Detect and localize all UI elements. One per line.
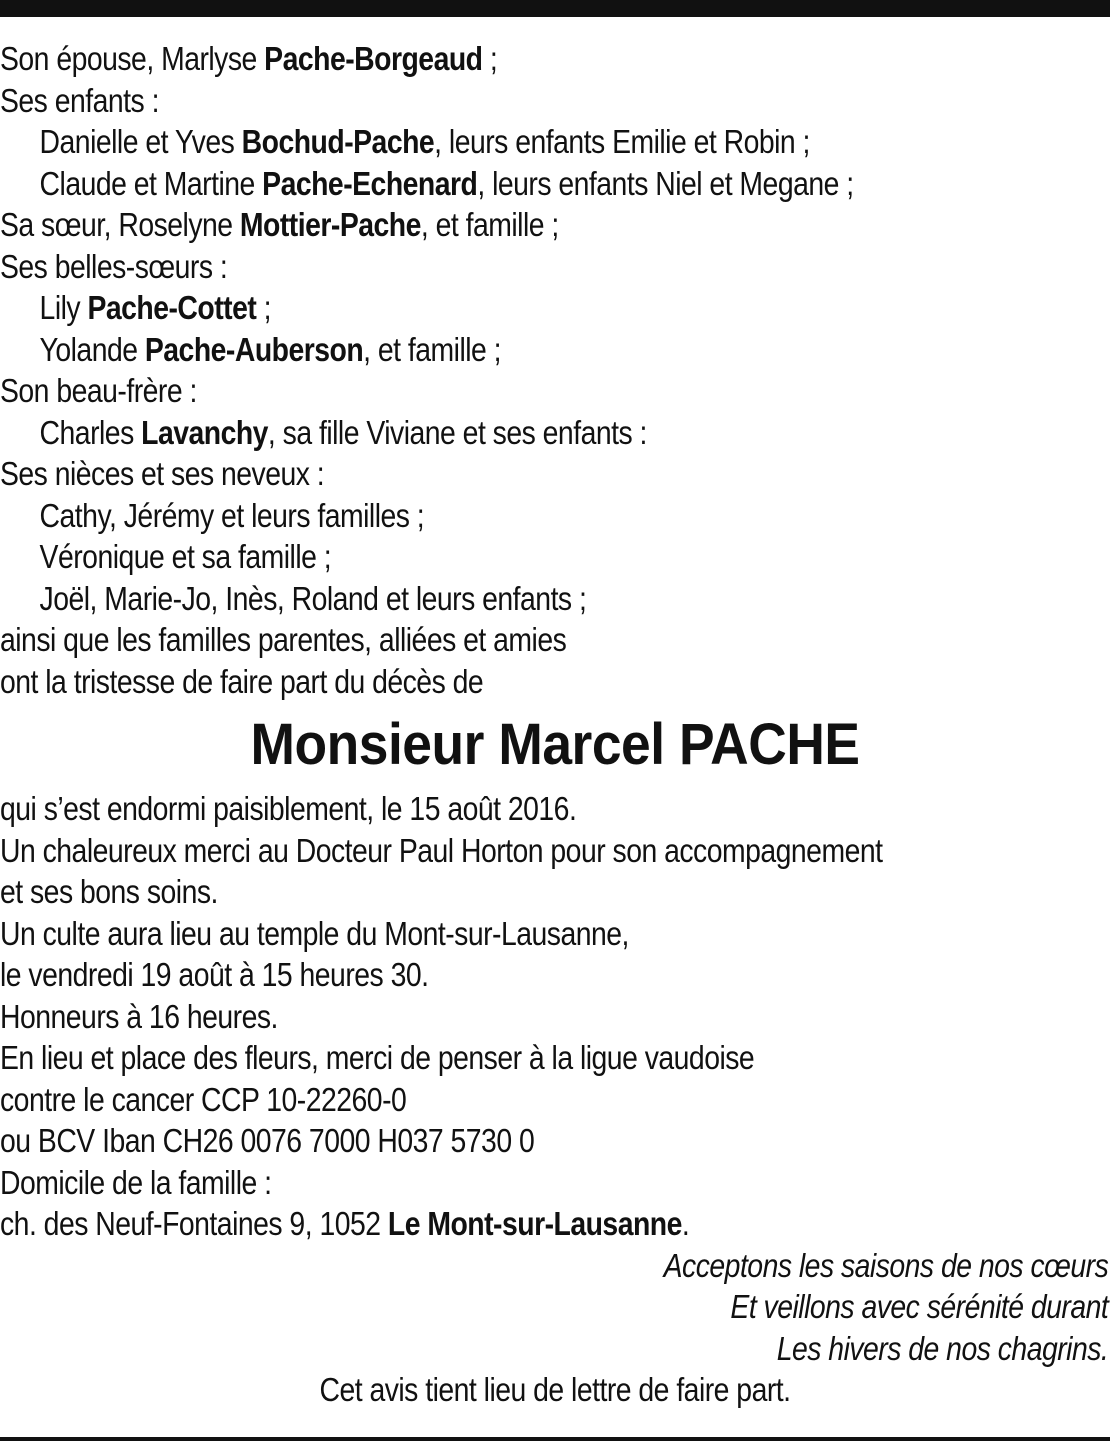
family-text: Son beau-frère : bbox=[0, 372, 197, 409]
details-line bbox=[0, 996, 955, 1038]
family-text: Claude et Martine bbox=[39, 164, 263, 202]
details-line bbox=[0, 1162, 955, 1204]
family-text-after: , leurs enfants Niel et Megane ; bbox=[477, 164, 854, 202]
details-text: Un culte aura lieu au temple du Mont-sur-Lausanne, bbox=[0, 914, 629, 952]
family-text: Ses belles-sœurs : bbox=[0, 247, 228, 285]
family-line bbox=[0, 661, 955, 703]
family-surname: Mottier-Pache bbox=[239, 206, 421, 243]
details-line bbox=[0, 1120, 955, 1162]
family-text: Charles bbox=[39, 413, 142, 451]
family-text: Sa sœur, Roselyne bbox=[0, 206, 240, 243]
family-text: Ses nièces et ses neveux : bbox=[0, 455, 325, 492]
family-surname: Bochud-Pache bbox=[241, 123, 435, 160]
family-text: Cathy, Jérémy et leurs familles ; bbox=[39, 496, 425, 534]
family-text-after: , sa fille Viviane et ses enfants : bbox=[267, 413, 647, 451]
poem-line: Acceptons les saisons de nos cœurs bbox=[663, 1246, 1109, 1284]
family-text: Yolande bbox=[39, 330, 145, 368]
details-text: le vendredi 19 août à 15 heures 30. bbox=[0, 956, 429, 993]
family-text-after: , et famille ; bbox=[363, 330, 502, 368]
details-text: qui s’est endormi paisiblement, le 15 août 2016. bbox=[0, 790, 577, 827]
family-text: Joël, Marie-Jo, Inès, Roland et leurs enfants ; bbox=[39, 579, 587, 617]
obituary-notice bbox=[0, 38, 1110, 1411]
family-text: Lily bbox=[39, 289, 88, 326]
details-line bbox=[0, 788, 955, 830]
details-line bbox=[0, 1079, 955, 1121]
details-text: Domicile de la famille : bbox=[0, 1163, 272, 1201]
poem bbox=[0, 1245, 1110, 1370]
family-text: Danielle et Yves bbox=[39, 123, 242, 160]
details-text: contre le cancer CCP 10-22260-0 bbox=[0, 1080, 407, 1118]
family-text: Son épouse, Marlyse bbox=[0, 40, 265, 77]
family-text: Ses enfants : bbox=[0, 81, 159, 119]
family-text-after: , leurs enfants Emilie et Robin ; bbox=[434, 123, 810, 160]
family-surname: Pache-Echenard bbox=[262, 164, 478, 202]
deceased-name: Monsieur Marcel PACHE bbox=[250, 712, 860, 777]
closing-note: Cet avis tient lieu de lettre de faire part. bbox=[319, 1371, 791, 1408]
family-text-after: , et famille ; bbox=[420, 206, 559, 243]
family-surname: Lavanchy bbox=[141, 413, 268, 451]
family-line bbox=[0, 536, 955, 578]
family-surname: Pache-Auberson bbox=[144, 330, 364, 368]
details-text: Un chaleureux merci au Docteur Paul Horton pour son accompagnement bbox=[0, 831, 883, 869]
family-text: ainsi que les familles parentes, alliées et amies bbox=[0, 621, 567, 658]
family-list bbox=[0, 38, 1110, 702]
family-line bbox=[0, 495, 955, 537]
family-line bbox=[0, 578, 955, 620]
details-text: ou BCV Iban CH26 0076 7000 H037 5730 0 bbox=[0, 1122, 535, 1159]
details-text: ch. des Neuf-Fontaines 9, 1052 bbox=[0, 1205, 388, 1242]
details-text-after: . bbox=[681, 1205, 690, 1242]
family-surname: Pache-Cottet bbox=[87, 289, 257, 326]
family-line bbox=[0, 121, 955, 163]
bottom-rule bbox=[0, 1437, 1110, 1441]
family-line bbox=[0, 619, 955, 661]
family-line bbox=[0, 163, 955, 205]
details-line bbox=[0, 871, 955, 913]
details-text: et ses bons soins. bbox=[0, 873, 218, 910]
family-line bbox=[0, 453, 955, 495]
poem-line: Les hivers de nos chagrins. bbox=[776, 1329, 1109, 1367]
details-line bbox=[0, 830, 955, 872]
details-line bbox=[0, 1203, 955, 1245]
details-line bbox=[0, 913, 955, 955]
details-line bbox=[0, 954, 955, 996]
details-surname: Le Mont-sur-Lausanne bbox=[387, 1205, 682, 1242]
family-line bbox=[0, 370, 955, 412]
poem-line: Et veillons avec sérénité durant bbox=[730, 1288, 1109, 1325]
family-text: Véronique et sa famille ; bbox=[39, 538, 332, 575]
family-text-after: ; bbox=[482, 40, 498, 77]
family-line bbox=[0, 38, 955, 80]
family-surname: Pache-Borgeaud bbox=[264, 40, 483, 77]
family-text: ont la tristesse de faire part du décès de bbox=[0, 662, 484, 700]
family-line bbox=[0, 204, 955, 246]
family-line bbox=[0, 329, 955, 371]
family-text-after: ; bbox=[256, 289, 272, 326]
details-text: En lieu et place des fleurs, merci de penser à la ligue vaudoise bbox=[0, 1039, 755, 1076]
family-line bbox=[0, 287, 955, 329]
details-block bbox=[0, 788, 1110, 1245]
details-line bbox=[0, 1037, 955, 1079]
family-line bbox=[0, 246, 955, 288]
family-line bbox=[0, 80, 955, 122]
top-rule bbox=[0, 0, 1110, 17]
family-line bbox=[0, 412, 955, 454]
details-text: Honneurs à 16 heures. bbox=[0, 997, 278, 1035]
